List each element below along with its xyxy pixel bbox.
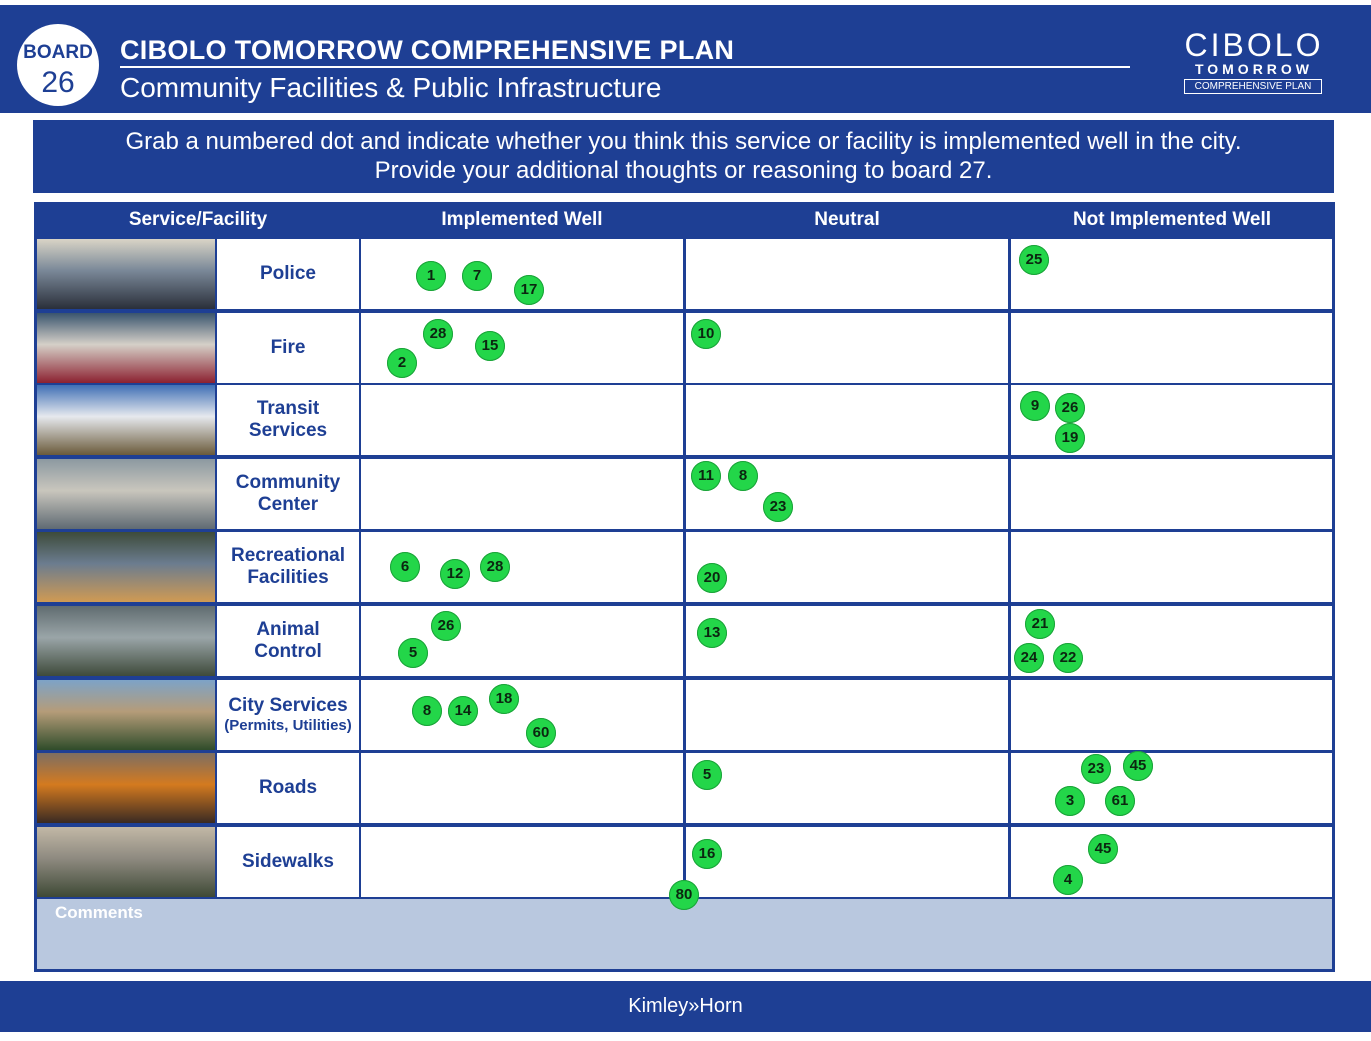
facility-label: Services xyxy=(248,420,328,441)
voting-dot[interactable]: 60 xyxy=(526,718,556,748)
facility-label-cell xyxy=(217,680,359,750)
rating-cell-not-implemented[interactable] xyxy=(1011,680,1332,750)
voting-dot[interactable]: 15 xyxy=(475,331,505,361)
facility-photo xyxy=(37,239,215,309)
instructions-line-1: Grab a numbered dot and indicate whether you think this service or facility is implemented well in the city. xyxy=(125,128,1242,155)
voting-dot[interactable]: 10 xyxy=(691,319,721,349)
facility-label-cell xyxy=(217,606,359,676)
rating-cell-neutral[interactable] xyxy=(686,680,1008,750)
rating-cell-neutral[interactable] xyxy=(686,753,1008,823)
header-banner xyxy=(0,5,1371,113)
facility-sublabel: (Permits, Utilities) xyxy=(224,717,352,734)
voting-dot[interactable]: 5 xyxy=(692,760,722,790)
rating-cell-not-implemented[interactable] xyxy=(1011,753,1332,823)
voting-dot[interactable]: 18 xyxy=(489,684,519,714)
facility-photo xyxy=(37,385,215,455)
rating-cell-neutral[interactable] xyxy=(686,827,1008,897)
rating-cell-neutral[interactable] xyxy=(686,385,1008,455)
rating-cell-implemented[interactable] xyxy=(361,827,683,897)
voting-dot[interactable]: 26 xyxy=(431,611,461,641)
voting-dot[interactable]: 23 xyxy=(1081,754,1111,784)
facility-label: Center xyxy=(257,494,319,515)
rating-cell-not-implemented[interactable] xyxy=(1011,532,1332,602)
logo-plan-label: COMPREHENSIVE PLAN xyxy=(1184,79,1322,94)
rating-cell-not-implemented[interactable] xyxy=(1011,313,1332,383)
rating-cell-neutral[interactable] xyxy=(686,313,1008,383)
voting-dot[interactable]: 14 xyxy=(448,696,478,726)
voting-dot[interactable]: 11 xyxy=(691,461,721,491)
rating-cell-implemented[interactable] xyxy=(361,753,683,823)
voting-dot[interactable]: 7 xyxy=(462,261,492,291)
facility-label-cell xyxy=(217,827,359,897)
voting-dot[interactable]: 45 xyxy=(1123,751,1153,781)
voting-dot[interactable]: 6 xyxy=(390,552,420,582)
facility-label: Police xyxy=(260,263,316,284)
facility-label-cell xyxy=(217,313,359,383)
voting-dot[interactable]: 25 xyxy=(1019,245,1049,275)
voting-dot[interactable]: 13 xyxy=(697,618,727,648)
voting-dot[interactable]: 61 xyxy=(1105,786,1135,816)
column-header-neutral: Neutral xyxy=(814,209,880,230)
logo-wordmark: CIBOLO xyxy=(1184,27,1324,63)
facility-label: Transit xyxy=(256,398,320,419)
page-subtitle: Community Facilities & Public Infrastructure xyxy=(120,72,662,103)
facility-label: Animal xyxy=(256,619,320,640)
rating-cell-implemented[interactable] xyxy=(361,385,683,455)
page-title: CIBOLO TOMORROW COMPREHENSIVE PLAN xyxy=(120,35,735,65)
facility-label: Sidewalks xyxy=(242,851,334,872)
facility-label: Community xyxy=(235,472,341,493)
column-header-implemented: Implemented Well xyxy=(441,209,603,230)
facility-label-cell xyxy=(217,753,359,823)
facility-photo xyxy=(37,753,215,823)
rating-cell-neutral[interactable] xyxy=(686,606,1008,676)
voting-dot[interactable]: 3 xyxy=(1055,786,1085,816)
voting-dot[interactable]: 23 xyxy=(763,492,793,522)
voting-dot[interactable]: 28 xyxy=(480,552,510,582)
footer-brand: Kimley»Horn xyxy=(628,995,743,1017)
facility-photo xyxy=(37,313,215,383)
facility-label-cell xyxy=(217,532,359,602)
voting-dot[interactable]: 80 xyxy=(669,880,699,910)
facility-photo xyxy=(37,680,215,750)
voting-dot[interactable]: 26 xyxy=(1055,393,1085,423)
instructions-banner xyxy=(33,120,1334,193)
voting-dot[interactable]: 17 xyxy=(514,275,544,305)
facility-label: Fire xyxy=(270,337,306,358)
voting-dot[interactable]: 8 xyxy=(412,696,442,726)
board-number: 26 xyxy=(41,66,75,99)
voting-dot[interactable]: 28 xyxy=(423,319,453,349)
voting-dot[interactable]: 21 xyxy=(1025,609,1055,639)
voting-dot[interactable]: 2 xyxy=(387,348,417,378)
voting-dot[interactable]: 5 xyxy=(398,638,428,668)
voting-dot[interactable]: 24 xyxy=(1014,643,1044,673)
footer-banner xyxy=(0,981,1371,1032)
facility-label: City Services xyxy=(228,695,348,716)
facility-label-cell xyxy=(217,385,359,455)
rating-cell-not-implemented[interactable] xyxy=(1011,459,1332,529)
voting-dot[interactable]: 8 xyxy=(728,461,758,491)
rating-cell-neutral[interactable] xyxy=(686,239,1008,309)
voting-dot[interactable]: 16 xyxy=(692,839,722,869)
logo-tagline: TOMORROW xyxy=(1194,61,1314,77)
voting-dot[interactable]: 45 xyxy=(1088,834,1118,864)
cibolo-logo xyxy=(1180,27,1328,95)
voting-dot[interactable]: 20 xyxy=(697,563,727,593)
column-header-not-implemented: Not Implemented Well xyxy=(1072,209,1272,230)
voting-dot[interactable]: 9 xyxy=(1020,391,1050,421)
voting-dot[interactable]: 1 xyxy=(416,261,446,291)
facility-label: Control xyxy=(254,641,322,662)
voting-dot[interactable]: 22 xyxy=(1053,643,1083,673)
rating-cell-not-implemented[interactable] xyxy=(1011,239,1332,309)
facility-photo xyxy=(37,532,215,602)
rating-cell-implemented[interactable] xyxy=(361,459,683,529)
facility-photo xyxy=(37,606,215,676)
title-divider xyxy=(120,66,1130,68)
voting-dot[interactable]: 19 xyxy=(1055,423,1085,453)
facility-label: Facilities xyxy=(247,567,329,588)
instructions-line-2: Provide your additional thoughts or reasoning to board 27. xyxy=(374,157,993,184)
column-header-service: Service/Facility xyxy=(128,209,268,230)
facility-label: Roads xyxy=(258,777,318,798)
voting-dot[interactable]: 4 xyxy=(1053,865,1083,895)
voting-dot[interactable]: 12 xyxy=(440,559,470,589)
comments-label: Comments xyxy=(55,903,143,922)
rating-cell-neutral[interactable] xyxy=(686,532,1008,602)
board-badge xyxy=(17,24,99,106)
board-label: BOARD xyxy=(23,42,93,63)
facility-label: Recreational xyxy=(230,545,346,566)
facility-photo xyxy=(37,459,215,529)
facility-photo xyxy=(37,827,215,897)
facility-label-cell xyxy=(217,459,359,529)
facility-label-cell xyxy=(217,239,359,309)
rating-grid xyxy=(34,202,1335,972)
rating-cell-implemented[interactable] xyxy=(361,680,683,750)
